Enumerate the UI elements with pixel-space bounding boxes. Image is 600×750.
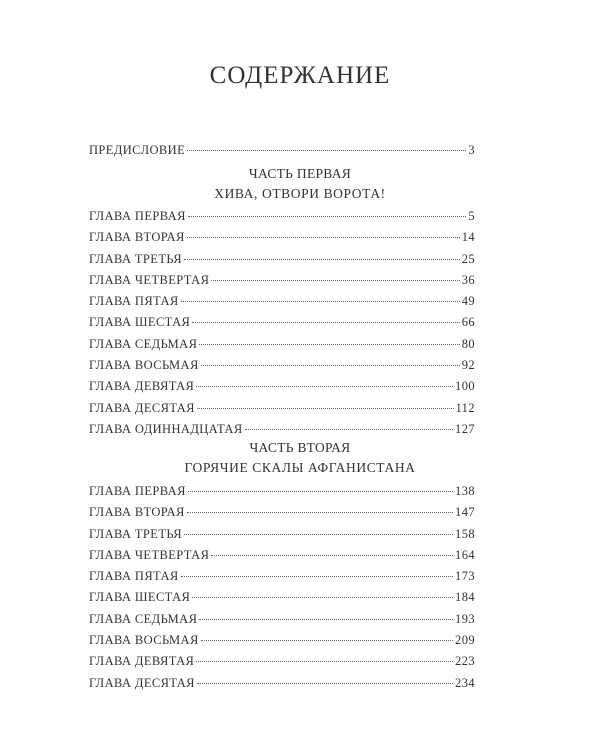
part-one-subtitle: ХИВА, ОТВОРИ ВОРОТА! xyxy=(214,186,386,201)
toc-page-number: 127 xyxy=(455,421,475,436)
toc-row[interactable] xyxy=(89,630,475,651)
dot-leader xyxy=(184,534,453,535)
toc-row[interactable] xyxy=(89,524,475,545)
dot-leader xyxy=(197,683,453,684)
toc-entry-label: ГЛАВА ЧЕТВЕРТАЯ xyxy=(89,547,210,562)
toc-page-number: 80 xyxy=(461,336,475,351)
toc-entry-label: ГЛАВА ШЕСТАЯ xyxy=(89,315,191,330)
toc-entry-label: ГЛАВА ВОСЬМАЯ xyxy=(89,358,199,373)
toc-row[interactable] xyxy=(89,566,475,587)
toc-page-number: 209 xyxy=(455,633,475,648)
toc-row[interactable] xyxy=(89,140,475,161)
toc-page-number: 193 xyxy=(455,611,475,626)
part-two-heading xyxy=(0,440,600,476)
toc-row[interactable] xyxy=(89,481,475,502)
dot-leader xyxy=(196,386,453,387)
toc-page-number: 36 xyxy=(461,272,475,287)
dot-leader xyxy=(188,216,467,217)
toc-row[interactable] xyxy=(89,398,475,419)
toc-entry-label: ГЛАВА ПЯТАЯ xyxy=(89,294,179,309)
toc-row[interactable] xyxy=(89,291,475,312)
toc-row[interactable] xyxy=(89,609,475,630)
toc-page-number: 14 xyxy=(461,230,475,245)
toc-row[interactable] xyxy=(89,587,475,608)
toc-page-number: 100 xyxy=(455,379,475,394)
toc-page-number: 92 xyxy=(461,358,475,373)
dot-leader xyxy=(196,661,453,662)
toc-entry-label: ГЛАВА ПЯТАЯ xyxy=(89,569,179,584)
toc-row[interactable] xyxy=(89,355,475,376)
toc-page-number: 184 xyxy=(455,590,475,605)
dot-leader xyxy=(187,237,460,238)
dot-leader xyxy=(188,491,453,492)
part-one-heading xyxy=(0,166,600,202)
toc-entry-label: ГЛАВА ДЕВЯТАЯ xyxy=(89,379,195,394)
toc-entry-label: ГЛАВА ВОСЬМАЯ xyxy=(89,633,199,648)
dot-leader xyxy=(201,365,460,366)
dot-leader xyxy=(181,301,460,302)
toc-row[interactable] xyxy=(89,227,475,248)
part-two-subtitle: ГОРЯЧИЕ СКАЛЫ АФГАНИСТАНА xyxy=(184,460,416,475)
dot-leader xyxy=(199,344,459,345)
toc-row[interactable] xyxy=(89,419,475,440)
part-one-label: ЧАСТЬ ПЕРВАЯ xyxy=(248,166,352,181)
dot-leader xyxy=(187,150,466,151)
toc-entry-label: ГЛАВА ТРЕТЬЯ xyxy=(89,526,183,541)
toc-entry-label: ГЛАВА ДЕВЯТАЯ xyxy=(89,654,195,669)
toc-page-number: 158 xyxy=(455,526,475,541)
toc-row[interactable] xyxy=(89,545,475,566)
toc-row[interactable] xyxy=(89,334,475,355)
dot-leader xyxy=(187,512,453,513)
toc-entry-label: ГЛАВА ДЕСЯТАЯ xyxy=(89,675,195,690)
toc-entry-label: ГЛАВА ДЕСЯТАЯ xyxy=(89,400,195,415)
toc-row[interactable] xyxy=(89,502,475,523)
toc-page-number: 66 xyxy=(461,315,475,330)
toc-entry-label: ПРЕДИСЛОВИЕ xyxy=(89,143,186,157)
toc-row[interactable] xyxy=(89,651,475,672)
dot-leader xyxy=(211,280,459,281)
toc-entry-label: ГЛАВА СЕДЬМАЯ xyxy=(89,336,198,351)
part-two-chapter-list xyxy=(89,481,475,694)
toc-entry-label: ГЛАВА ШЕСТАЯ xyxy=(89,590,191,605)
toc-row[interactable] xyxy=(89,673,475,694)
toc-page-number: 138 xyxy=(455,484,475,498)
toc-page-number: 3 xyxy=(468,143,475,157)
toc-page-number: 234 xyxy=(455,675,475,690)
dot-leader xyxy=(245,429,453,430)
part-two-label: ЧАСТЬ ВТОРАЯ xyxy=(249,440,351,455)
dot-leader xyxy=(201,640,453,641)
toc-entry-label: ГЛАВА ОДИННАДЦАТАЯ xyxy=(89,421,243,436)
toc-page-number: 147 xyxy=(455,505,475,520)
part-one-chapter-list xyxy=(89,206,475,440)
toc-page-number: 49 xyxy=(461,294,475,309)
dot-leader xyxy=(211,555,453,556)
toc-entry-label: ГЛАВА ТРЕТЬЯ xyxy=(89,251,183,266)
dot-leader xyxy=(192,597,453,598)
toc-page-number: 173 xyxy=(455,569,475,584)
toc-entry-label: ГЛАВА СЕДЬМАЯ xyxy=(89,611,198,626)
toc-page-number: 25 xyxy=(461,251,475,266)
toc-row[interactable] xyxy=(89,206,475,227)
preface-entry xyxy=(89,140,475,161)
toc-entry-label: ГЛАВА ЧЕТВЕРТАЯ xyxy=(89,272,210,287)
toc-entry-label: ГЛАВА ВТОРАЯ xyxy=(89,505,185,520)
toc-row[interactable] xyxy=(89,312,475,333)
toc-row[interactable] xyxy=(89,249,475,270)
dot-leader xyxy=(192,322,459,323)
toc-page-number: 164 xyxy=(455,547,475,562)
toc-entry-label: ГЛАВА ПЕРВАЯ xyxy=(89,484,186,498)
dot-leader xyxy=(184,259,460,260)
dot-leader xyxy=(197,408,454,409)
toc-row[interactable] xyxy=(89,270,475,291)
toc-entry-label: ГЛАВА ВТОРАЯ xyxy=(89,230,185,245)
dot-leader xyxy=(199,619,453,620)
toc-entry-label: ГЛАВА ПЕРВАЯ xyxy=(89,209,186,223)
toc-page-number: 223 xyxy=(455,654,475,669)
toc-row[interactable] xyxy=(89,376,475,397)
toc-page-number: 5 xyxy=(468,209,475,223)
dot-leader xyxy=(181,576,453,577)
page-title: СОДЕРЖАНИЕ xyxy=(209,62,391,89)
toc-page-number: 112 xyxy=(455,400,475,415)
